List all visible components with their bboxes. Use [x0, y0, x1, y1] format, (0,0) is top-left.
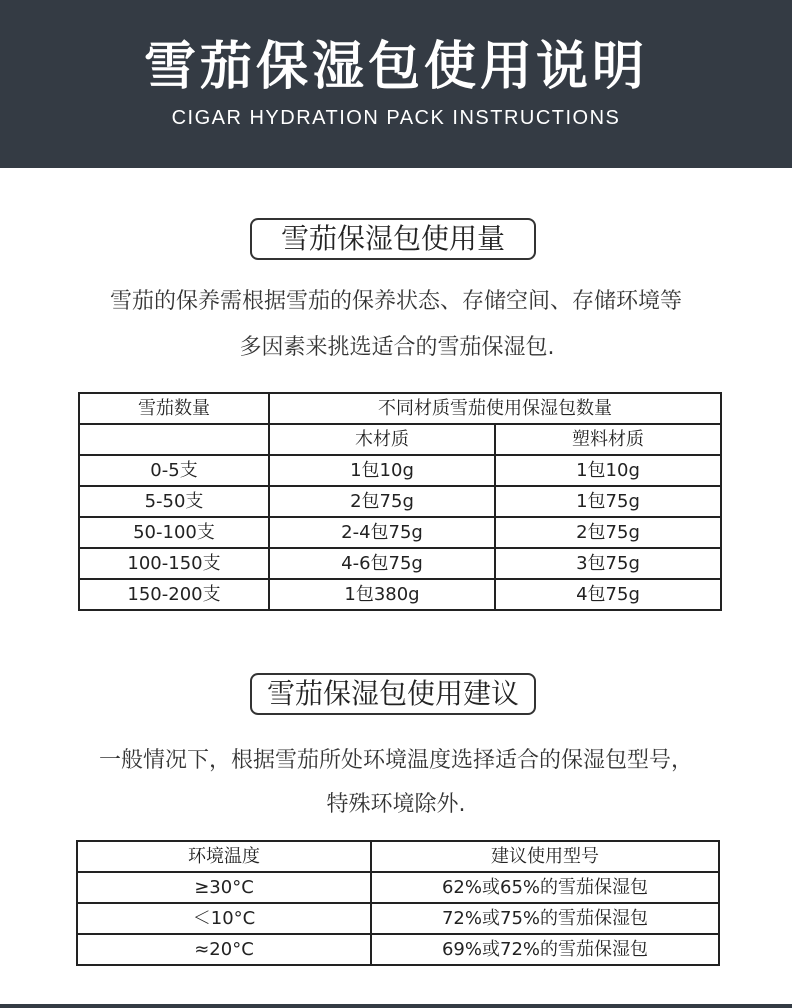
usage-col-group-header: 不同材质雪茄使用保湿包数量: [269, 393, 721, 424]
usage-table: [78, 392, 722, 611]
qty-cell: 50-100支: [79, 517, 269, 548]
bottom-divider: [0, 1004, 792, 1008]
table-row: [77, 903, 719, 934]
table-row: [79, 455, 721, 486]
qty-cell: 0-5支: [79, 455, 269, 486]
advice-table-header-row: [77, 841, 719, 872]
advice-table: [76, 840, 720, 966]
usage-col-plastic-header: 塑料材质: [495, 424, 721, 455]
qty-cell: 150-200支: [79, 579, 269, 610]
model-cell: 62%或65%的雪茄保湿包: [371, 872, 719, 903]
temp-cell: ＜10°C: [77, 903, 371, 934]
plastic-cell: 4包75g: [495, 579, 721, 610]
usage-col-qty-header: 雪茄数量: [79, 393, 269, 424]
model-cell: 69%或72%的雪茄保湿包: [371, 934, 719, 965]
advice-section-heading: 雪茄保湿包使用建议: [250, 673, 536, 715]
page-title: 雪茄保湿包使用说明: [143, 37, 648, 97]
advice-intro-line-2: 特殊环境除外.: [326, 792, 466, 817]
page-subtitle: CIGAR HYDRATION PACK INSTRUCTIONS: [171, 107, 621, 129]
plastic-cell: 1包75g: [495, 486, 721, 517]
wood-cell: 1包380g: [269, 579, 495, 610]
usage-col-wood-header: 木材质: [269, 424, 495, 455]
model-cell: 72%或75%的雪茄保湿包: [371, 903, 719, 934]
table-row: [79, 548, 721, 579]
advice-col-temp-header: 环境温度: [77, 841, 371, 872]
wood-cell: 1包10g: [269, 455, 495, 486]
wood-cell: 2包75g: [269, 486, 495, 517]
usage-empty-cell: [79, 424, 269, 455]
usage-table-header-row: [79, 393, 721, 424]
table-row: [79, 517, 721, 548]
table-row: [79, 579, 721, 610]
advice-col-model-header: 建议使用型号: [371, 841, 719, 872]
wood-cell: 4-6包75g: [269, 548, 495, 579]
usage-intro-line-1: 雪茄的保养需根据雪茄的保养状态、存储空间、存储环境等: [109, 289, 682, 314]
qty-cell: 100-150支: [79, 548, 269, 579]
usage-intro-line-2: 多因素来挑选适合的雪茄保湿包.: [239, 335, 555, 360]
table-row: [77, 872, 719, 903]
usage-section-heading: 雪茄保湿包使用量: [250, 218, 536, 260]
table-row: [77, 934, 719, 965]
advice-intro-line-1: 一般情况下，根据雪茄所处环境温度选择适合的保湿包型号，: [98, 748, 693, 773]
temp-cell: ≥30°C: [77, 872, 371, 903]
wood-cell: 2-4包75g: [269, 517, 495, 548]
plastic-cell: 1包10g: [495, 455, 721, 486]
qty-cell: 5-50支: [79, 486, 269, 517]
temp-cell: ≈20°C: [77, 934, 371, 965]
header-banner: [0, 0, 792, 168]
usage-table-subheader-row: [79, 424, 721, 455]
table-row: [79, 486, 721, 517]
plastic-cell: 2包75g: [495, 517, 721, 548]
plastic-cell: 3包75g: [495, 548, 721, 579]
